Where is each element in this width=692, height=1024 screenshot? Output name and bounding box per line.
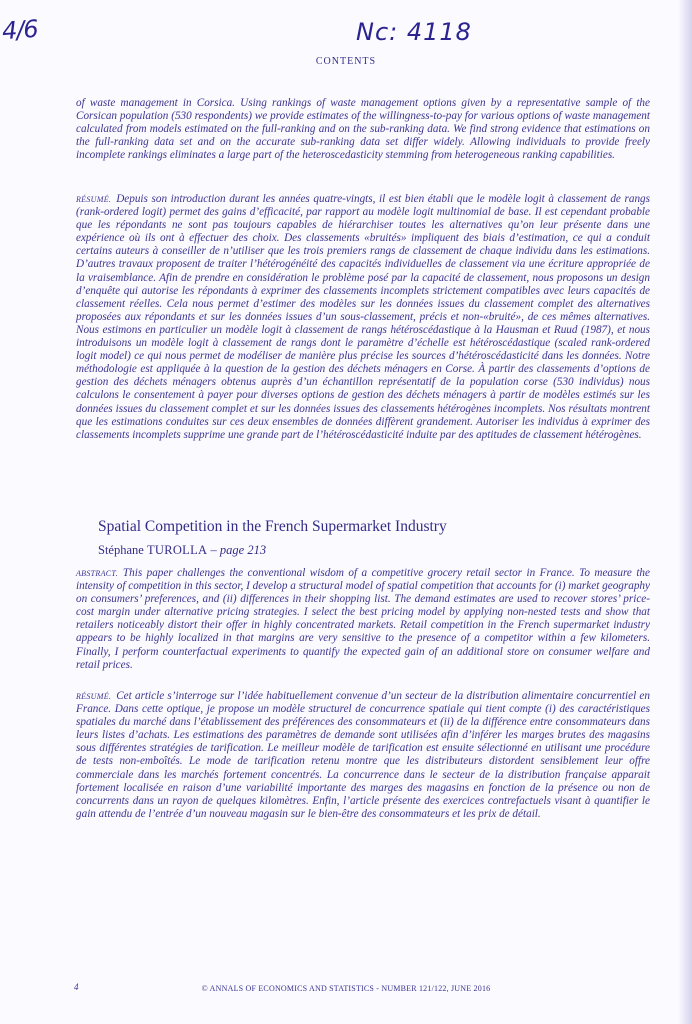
abstract-continuation (76, 97, 650, 162)
resume-1-text: Depuis son introduction durant les années quatre-vingts, il est bien établi que le modèle logit à classement de rangs (rank-ordered logit) permet des gains d’efficacité, par rapport au modèle logit multinomial de base. Il est cependant probable que les répondants ne sont pas toujours capables de hiérarchiser toutes les alternatives qu’on leur présente dans une expérience où ils ont à effectuer des choix. Des classements «bruités» impliquent des biais d’estimation, ce qui a conduit certains auteurs à conseiller de n’utiliser que les trois premiers rangs de classement de chaque individu dans les estimations. D’autres travaux proposent de traiter l’hétérogénéité des capacités individuelles de classement via une écriture appropriée de la vraisemblance. Afin de prendre en considération le problème posé par la capacité de classement, nous proposons un design d’enquête qui autorise les répondants à exprimer des classements incomplets strictement compatibles avec leurs capacités de classement réelles. Cela nous permet d’estimer des modèles sur les données issues du classement complet des alternatives proposées aux répondants et sur les données issues d’un sous-classement, précis et non-«bruité», de ces mêmes alternatives. Nous estimons en particulier un modèle logit à classement de rangs hétéroscédastique à la Hausman et Ruud (1987), et nous introduisons un modèle logit à classement de rangs dont le paramètre d’échelle est hétéroscédastique (scaled rank-ordered logit model) ce qui nous permet de modéliser de manière plus précise les sources d’hétéroscédasticité dans les données. Notre méthodologie est appliquée à la question de la gestion des déchets ménagers en Corse. À partir des classements d’options de gestion des déchets ménagers obtenus auprès d’un échantillon représentatif de la population corse (530 individus) nous calculons le consentement à payer pour diverses options de gestion des déchets ménagers à partir de modèles estimés sur les données issues du classement complet et sur les données issues des classements hétérogènes incomplets. Nos résultats montrent que les estimations conduites sur ces deux ensembles de données diffèrent grandement. Autoriser les individus à exprimer des classements incomplets supprime une grande part de l’hétéroscédasticité induite par des aptitudes de classement hétérogènes. (76, 193, 650, 441)
abstract-2-label: ABSTRACT. (76, 569, 118, 578)
abstract-continuation-text: of waste management in Corsica. Using rankings of waste management options given by a representative sample of the Corsican population (530 respondents) we provide estimates of the willingness-to-pay for various options of waste management calculated from models estimated on the full-ranking and on the sub-ranking data. We find strong evidence that estimations on the full-ranking data set and on the accurate sub-ranking data set differ widely. Allowing individuals to provide freely incomplete rankings eliminates a large part of the heteroscedasticity stemming from heterogeneous ranking capabilities. (76, 97, 650, 162)
author-last-name: TUROLLA (146, 543, 208, 557)
resume-2-text: Cet article s’interroge sur l’idée habituellement convenue d’un secteur de la distribution alimentaire concurrentiel en France. Dans cette optique, je propose un modèle structurel de concurrence spatiale qui tient compte (i) des caractéristiques spatiales du marché dans l’établissement des préférences des consommateurs et (ii) de la différence entre consommateurs dans leurs listes d’achats. Les estimations des paramètres de demande sont utilisées afin d’inférer les marges brutes des magasins sous différentes stratégies de tarification. Le meilleur modèle de tarification est ensuite sélectionné en utilisant une procédure de tests non-emboîtés. Le mode de tarification retenu montre que les distributeurs distordent sensiblement leur offre commerciale dans les marchés fortement concentrés. La concurrence dans le secteur de la distribution française apparait fortement localisée en raison d’une variabilité importante des marges des magasins en fonction de la présence ou non de concurrents dans un rayon de quelques kilomètres. Enfin, l’article présente des exercices contrefactuels visant à quantifier le gain attendu de l’entrée d’un nouveau magasin sur le bien-être des consommateurs et les prix de détail. (76, 690, 650, 820)
resume-1-label: RÉSUMÉ. (76, 195, 112, 204)
abstract-2-text: This paper challenges the conventional wisdom of a competitive grocery retail sector in France. To measure the intensity of competition in this sector, I develop a structural model of spatial competition that accounts for (i) market geography on consumers’ preferences, and (ii) differences in their shopping list. The demand estimates are used to recover stores’ price-cost margin under alternative pricing strategies. I select the best pricing model by applying non-nested tests and show that retailers noticeably distort their offer in highly concentrated markets. Retail competition in the French supermarket industry appears to be highly localized in that margins are very sensitive to the presence of a competitor within a few kilometers. Finally, I perform counterfactual experiments to quantify the expected gain of an additional store on consumer welfare and retail prices. (76, 567, 650, 671)
page-header-title: CONTENTS (315, 56, 377, 67)
article-author (98, 543, 266, 558)
author-first-name: Stéphane (98, 543, 144, 557)
page-edge-shadow (678, 0, 692, 1024)
resume-2-paragraph (76, 690, 650, 821)
footer-journal: © ANNALS OF ECONOMICS AND STATISTICS - NUMBER 121/122, JUNE 2016 (201, 984, 491, 993)
footer-page-number: 4 (74, 982, 79, 992)
handwritten-note-top: Nc: 4118 (356, 18, 472, 46)
handwritten-note-left: 4/6 (1, 14, 39, 46)
resume-block-1 (76, 193, 650, 442)
author-page-ref: – page 213 (210, 543, 267, 557)
resume-2-label: RÉSUMÉ. (76, 692, 112, 701)
article-title: Spatial Competition in the French Supermarket Industry (98, 518, 447, 535)
resume-block-2 (76, 690, 650, 821)
abstract-block-2 (76, 567, 650, 672)
resume-1-paragraph (76, 193, 650, 442)
abstract-2-paragraph (76, 567, 650, 672)
